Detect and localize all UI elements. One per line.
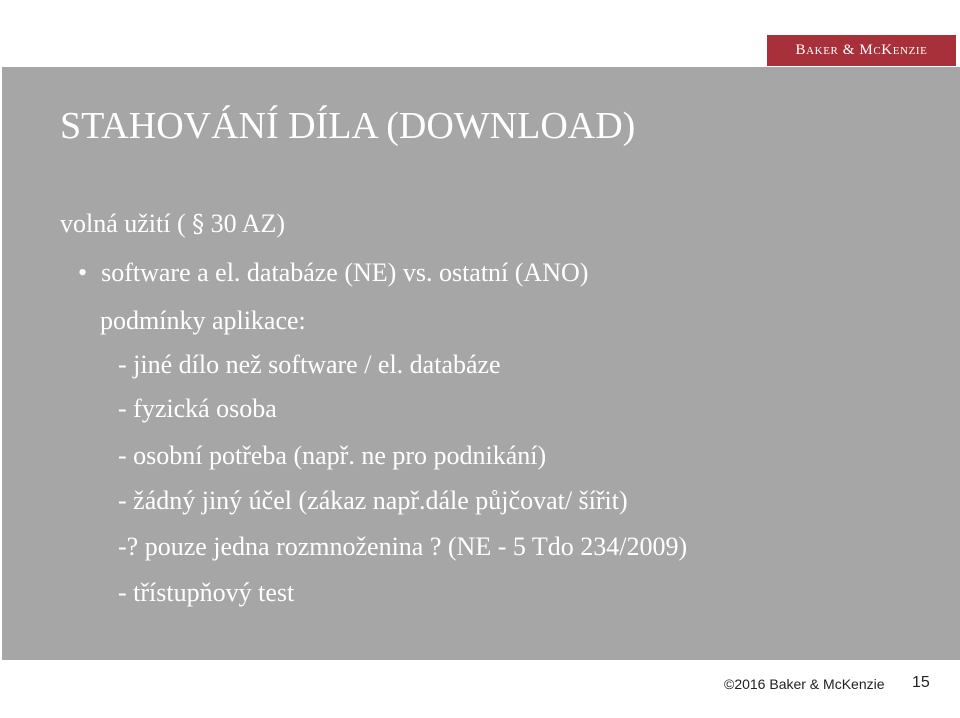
bullet-icon: •	[78, 258, 88, 287]
intro-line	[60, 208, 285, 240]
footer-copyright: ©2016 Baker & McKenzie	[724, 676, 885, 692]
condition-item: - žádný jiný účel (zákaz např.dále půjčovat/ šířit)	[118, 486, 628, 515]
company-logo: Baker & McKenzie	[767, 35, 956, 66]
bullet-text: software a el. databáze (NE) vs. ostatní (ANO)	[101, 258, 589, 287]
condition-item: - třístupňový test	[118, 578, 295, 607]
conditions-heading: podmínky aplikace:	[100, 306, 306, 335]
condition-item: -? pouze jedna rozmnoženina ? (NE - 5 Tdo 234/2009)	[118, 532, 688, 561]
condition-item: - jiné dílo než software / el. databáze	[118, 350, 501, 379]
condition-item: - osobní potřeba (např. ne pro podnikání)	[118, 441, 547, 470]
page-number: 15	[912, 674, 930, 691]
paragraph-icon: §	[192, 210, 205, 238]
intro-prefix: volná užití (	[60, 209, 193, 238]
intro-suffix: 30 AZ)	[204, 209, 286, 238]
condition-item: - fyzická osoba	[118, 394, 277, 423]
slide-title: STAHOVÁNÍ DÍLA (DOWNLOAD)	[60, 105, 636, 147]
bullet-item	[78, 257, 588, 289]
